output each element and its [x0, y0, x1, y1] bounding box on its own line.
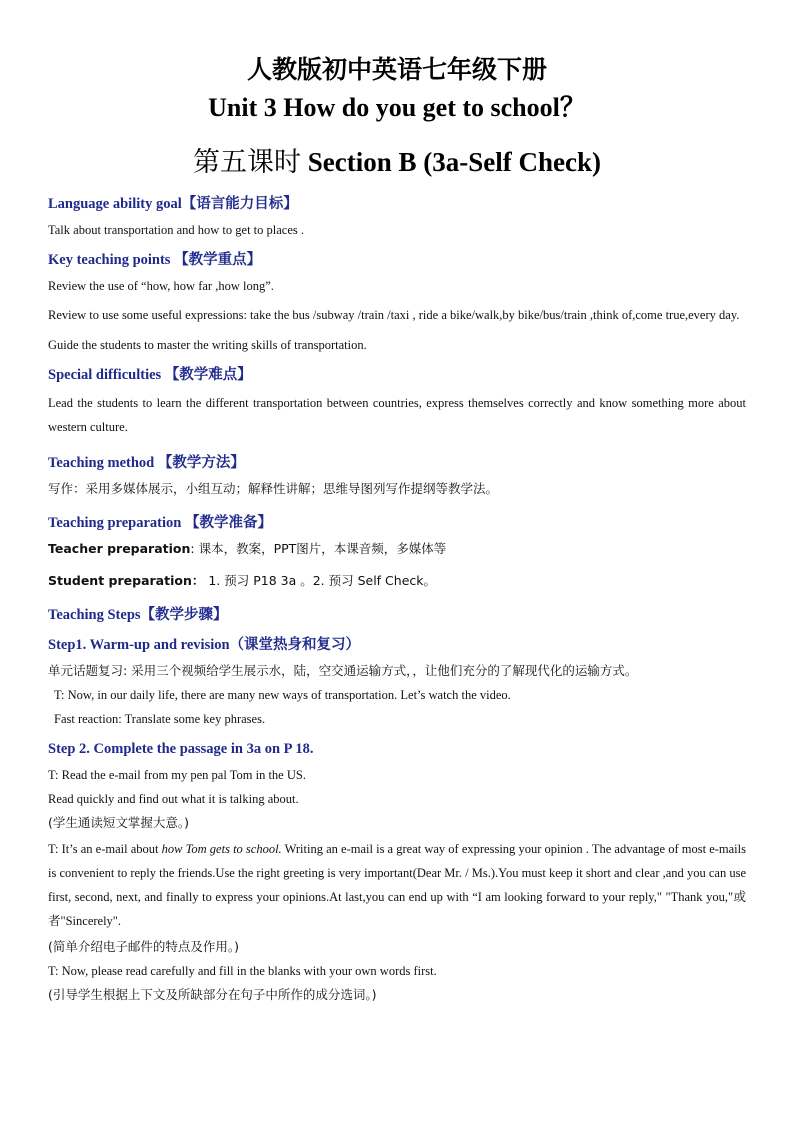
- step2-line5: (简单介绍电子邮件的特点及作用。): [48, 939, 240, 954]
- key-points-heading: Key teaching points 【教学重点】: [48, 252, 262, 268]
- method-text: 写作：采用多媒体展示，小组互动；解释性讲解；思维导图列写作提纲等教学法。: [48, 481, 499, 496]
- unit-title: Unit 3 How do you get to school？: [208, 93, 586, 122]
- step1-line3: Fast reaction: Translate some key phrases.: [54, 712, 266, 726]
- difficulties-heading: Special difficulties 【教学难点】: [48, 367, 252, 383]
- step1-line2: T: Now, in our daily life, there are many new ways of transportation. Let’s watch the video.: [54, 688, 511, 702]
- step2-heading: Step 2. Complete the passage in 3a on P 18.: [48, 741, 314, 757]
- language-goal-heading: Language ability goal【语言能力目标】: [48, 196, 298, 212]
- step2-line2: Read quickly and find out what it is talking about.: [48, 792, 299, 806]
- student-preparation-label: Student preparation：: [48, 573, 205, 588]
- step2-line6: T: Now, please read carefully and fill in the blanks with your own words first.: [48, 964, 437, 978]
- lesson-en: Section B (3a-Self Check): [307, 147, 601, 177]
- document-title: 人教版初中英语七年级下册: [246, 55, 547, 84]
- teacher-preparation-label: Teacher preparation: [48, 541, 191, 556]
- step2-line1: T: Read the e-mail from my pen pal Tom in the US.: [48, 768, 306, 782]
- steps-heading: Teaching Steps【教学步骤】: [48, 607, 228, 623]
- student-preparation-text: 1. 预习 P18 3a 。2. 预习 Self Check。: [204, 573, 437, 588]
- step2-line4-rest: Writing an e-mail is a great way of expressing your opinion . The advantage of most e-mails is convenient to reply the friends.Use the right greeting is very important(Dear Mr. / Ms.).You must keep it short and clear ,and you can use first, second, next, and finally to express your opinions.At last,you can end up with “I am looking forward to your reply," "Thank you,"或者"Sincerely".: [48, 842, 746, 928]
- teacher-preparation: [48, 539, 746, 559]
- step1-line1: 单元话题复习: 采用三个视频给学生展示水，陆，空交通运输方式，，让他们充分的了解现代化的运输方式。: [48, 663, 638, 678]
- method-heading: Teaching method 【教学方法】: [48, 455, 245, 471]
- key-point-3: Guide the students to master the writing skills of transportation.: [48, 338, 367, 352]
- step2-line7: (引导学生根据上下文及所缺部分在句子中所作的成分选词。): [48, 987, 377, 1002]
- key-point-1: Review the use of “how, how far ,how long”.: [48, 279, 274, 293]
- step1-heading: Step1. Warm-up and revision（课堂热身和复习）: [48, 637, 361, 653]
- lesson-title: [48, 142, 746, 182]
- difficulties-text: Lead the students to learn the different transportation between countries, express themselves correctly and know something more about western culture.: [48, 396, 746, 434]
- language-goal-text: Talk about transportation and how to get to places .: [48, 223, 305, 237]
- step2-line3: (学生通读短文掌握大意。): [48, 815, 190, 830]
- lesson-cn: 第五课时: [193, 147, 302, 177]
- key-point-2: Review to use some useful expressions: take the bus /subway /train /taxi , ride a bike/walk,by bike/bus/train ,think of,come true,every day.: [48, 308, 740, 322]
- preparation-heading: Teaching preparation 【教学准备】: [48, 515, 272, 531]
- student-preparation: [48, 571, 746, 591]
- step2-line4-start: T: It’s an e-mail about: [48, 842, 162, 856]
- step2-line4: [48, 837, 746, 933]
- teacher-preparation-text: : 课本，教案，PPT图片，本课音频，多媒体等: [190, 541, 447, 556]
- step2-line4-italic: how Tom gets to school.: [161, 842, 282, 856]
